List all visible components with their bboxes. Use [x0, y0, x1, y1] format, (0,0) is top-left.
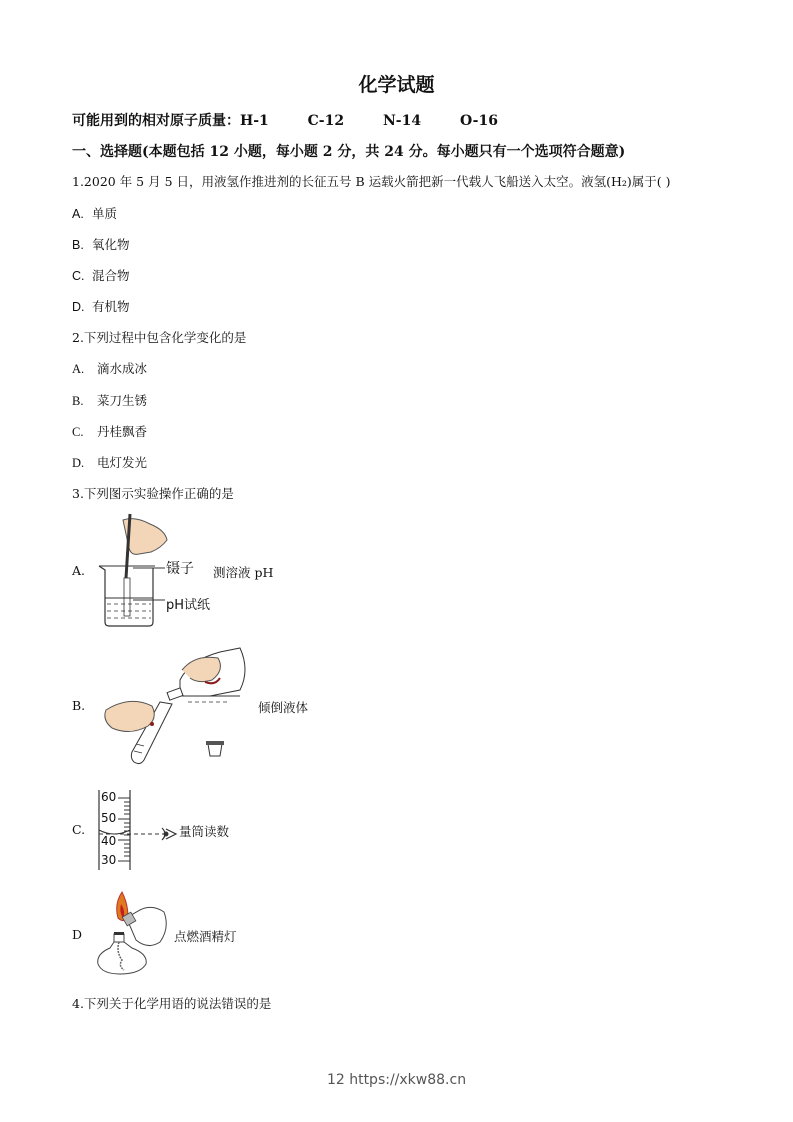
page-title: 化学试题 — [358, 74, 435, 96]
tweezers-label: 镊子 — [166, 561, 194, 577]
page-footer: 12 https://xkw88.cn — [326, 1072, 467, 1088]
q3-option-d-caption: 点燃酒精灯 — [174, 929, 237, 944]
pouring-liquid-figure — [100, 640, 250, 765]
question-2-stem: 2.下列过程中包含化学变化的是 — [72, 330, 247, 345]
q1-option-b: B. 氧化物 — [72, 237, 130, 252]
section-heading: 一、选择题(本题包括 12 小题，每小题 2 分，共 24 分。每小题只有一个选项符合题意) — [72, 144, 626, 160]
tick-50: 50 — [101, 811, 117, 825]
q3-option-a-label: A. — [72, 563, 86, 578]
question-3-stem: 3.下列图示实验操作正确的是 — [72, 486, 234, 501]
tick-30: 30 — [101, 853, 117, 867]
q2-option-c: C. 丹桂飘香 — [72, 424, 148, 439]
atomic-masses-label: 可能用到的相对原子质量： — [72, 113, 240, 129]
q3-option-b-label: B. — [72, 698, 86, 713]
q3-option-a-caption: 测溶液 pH — [213, 565, 274, 580]
atomic-mass-c: C-12 — [307, 113, 345, 129]
ph-paper-label: pH试纸 — [166, 598, 211, 613]
tick-60: 60 — [101, 790, 117, 804]
alcohol-lamp-figure — [92, 890, 172, 980]
q2-option-b: B. 菜刀生锈 — [72, 393, 148, 408]
q1-option-d: D. 有机物 — [72, 299, 130, 314]
q3-option-b-caption: 倾倒液体 — [258, 700, 309, 715]
q3-option-c-caption: 量筒读数 — [179, 824, 230, 839]
q1-option-c: C. 混合物 — [72, 268, 130, 283]
atomic-mass-h: H-1 — [240, 113, 269, 129]
atomic-mass-o: O-16 — [459, 113, 498, 129]
question-4-stem: 4.下列关于化学用语的说法错误的是 — [72, 996, 272, 1011]
q3-option-c-label: C. — [72, 822, 86, 837]
q1-option-a: A. 单质 — [72, 206, 118, 221]
question-1-stem: 1.2020 年 5 月 5 日，用液氢作推进剂的长征五号 B 运载火箭把新一代载人飞船送入太空。液氢(H₂)属于( ) — [72, 174, 671, 189]
atomic-mass-n: N-14 — [382, 113, 422, 129]
q2-option-d: D. 电灯发光 — [72, 455, 148, 470]
q2-option-a: A. 滴水成冰 — [72, 361, 148, 376]
q3-option-d-label: D — [72, 927, 83, 942]
atomic-masses-line — [72, 110, 498, 130]
tick-40: 40 — [101, 834, 117, 848]
